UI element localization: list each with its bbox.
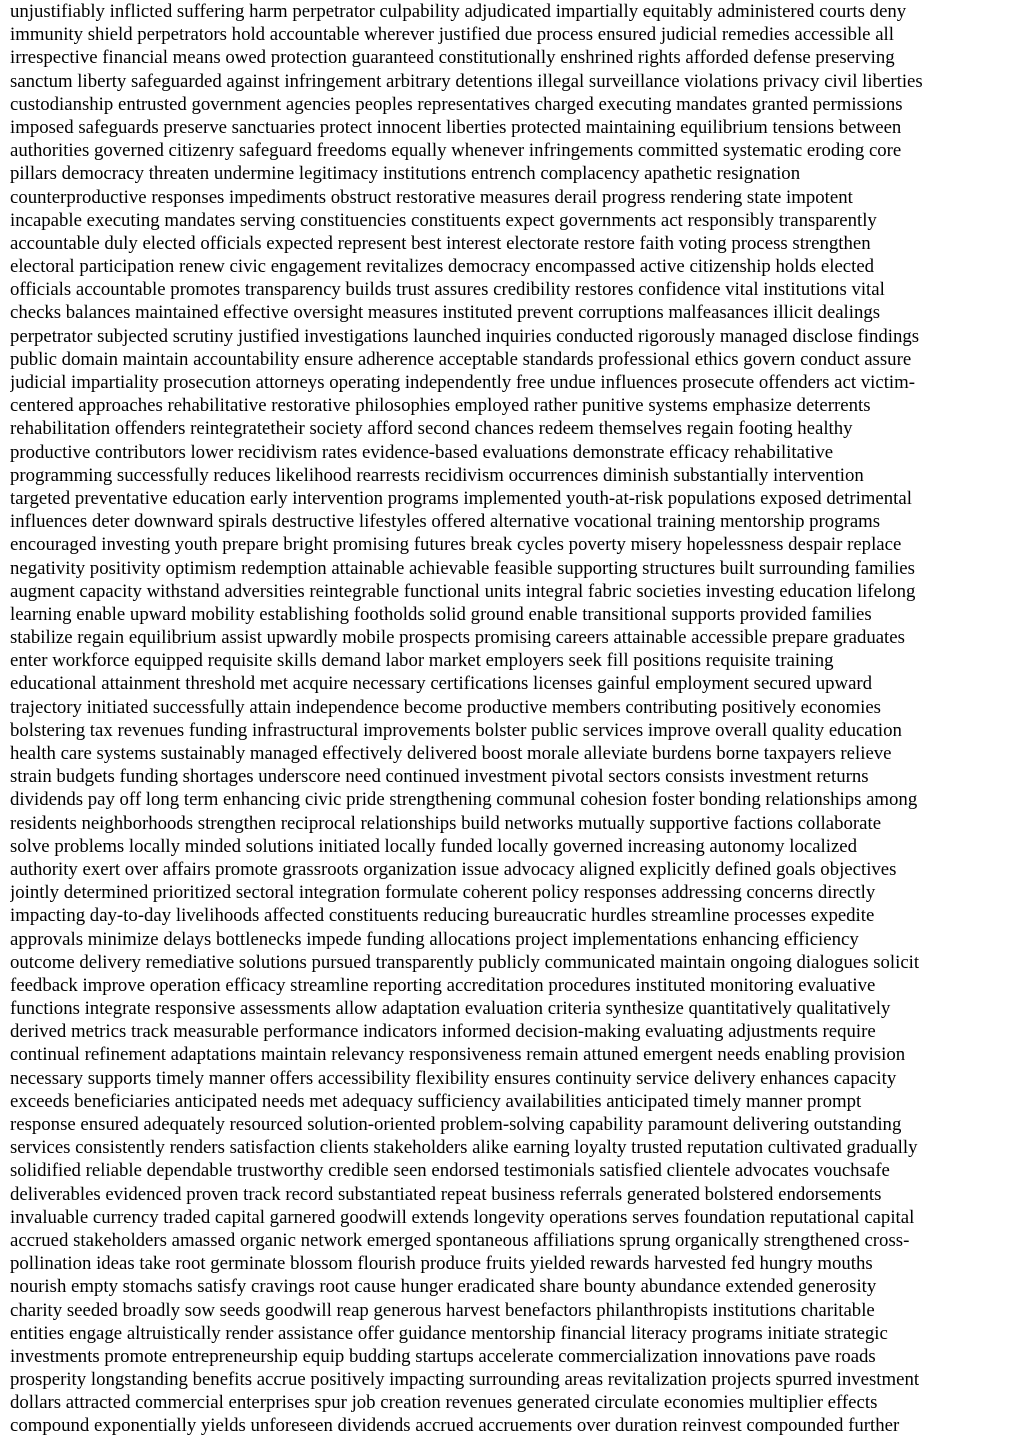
text-line: rehabilitation offenders reintegratetheir society afford second chances redeem themselves regain footing healthy: [10, 418, 853, 440]
text-line: dollars attracted commercial enterprises spur job creation revenues generated circulate economies multiplier effects: [10, 1392, 878, 1414]
document-body-text: [10, 0, 1014, 1438]
text-line: charity seeded broadly sow seeds goodwill reap generous harvest benefactors philanthropists institutions charitable: [10, 1299, 875, 1321]
text-line: incapable executing mandates serving constituencies constituents expect governments act responsibly transparently: [10, 209, 877, 231]
text-line: augment capacity withstand adversities reintegrable functional units integral fabric societies investing education lifelong: [10, 580, 916, 602]
text-line: learning enable upward mobility establishing footholds solid ground enable transitional supports provided families: [10, 603, 872, 625]
text-line: trajectory initiated successfully attain independence become productive members contributing positively economies: [10, 696, 881, 718]
text-line: accountable duly elected officials expected represent best interest electorate restore faith voting process strengthen: [10, 232, 871, 254]
text-line: residents neighborhoods strengthen reciprocal relationships build networks mutually supportive factions collaborate: [10, 812, 882, 834]
text-line: educational attainment threshold met acquire necessary certifications licenses gainful employment secured upward: [10, 673, 873, 695]
text-line: investments promote entrepreneurship equip budding startups accelerate commercialization innovations pave roads: [10, 1345, 876, 1367]
text-line: exceeds beneficiaries anticipated needs met adequacy sufficiency availabilities anticipated timely manner prompt: [10, 1090, 862, 1112]
text-line: sanctum liberty safeguarded against infringement arbitrary detentions illegal surveillance violations privacy civil liberties: [10, 70, 923, 92]
text-line: imposed safeguards preserve sanctuaries protect innocent liberties protected maintaining equilibrium tensions between: [10, 116, 902, 138]
text-line: services consistently renders satisfaction clients stakeholders alike earning loyalty trusted reputation cultivated gradually: [10, 1137, 918, 1159]
text-line: impacting day-to-day livelihoods affected constituents reducing bureaucratic hurdles streamline processes expedite: [10, 905, 875, 927]
text-line: influences deter downward spirals destructive lifestyles offered alternative vocational training mentorship programs: [10, 511, 881, 533]
text-line: accrued stakeholders amassed organic network emerged spontaneous affiliations sprung organically strengthened cross-: [10, 1229, 910, 1251]
text-line: health care systems sustainably managed effectively delivered boost morale alleviate burdens borne taxpayers relieve: [10, 743, 892, 764]
text-line: checks balances maintained effective oversight measures instituted prevent corruptions malfeasances illicit dealings: [10, 302, 881, 324]
text-line: public domain maintain accountability ensure adherence acceptable standards professional ethics govern conduct assure: [10, 348, 912, 370]
text-line: entities engage altruistically render assistance offer guidance mentorship financial literacy programs initiate strategic: [10, 1322, 888, 1344]
text-line: productive contributors lower recidivism rates evidence-based evaluations demonstrate efficacy rehabilitative: [10, 441, 834, 463]
text-line: electoral participation renew civic engagement revitalizes democracy encompassed active citizenship holds elected: [10, 256, 875, 278]
text-line: centered approaches rehabilitative restorative philosophies employed rather punitive systems emphasize deterrents: [10, 395, 871, 417]
text-line: response ensured adequately resourced solution-oriented problem-solving capability paramount delivering outstanding: [10, 1114, 902, 1135]
text-line: pillars democracy threaten undermine legitimacy institutions entrench complacency apathetic resignation: [10, 163, 801, 185]
text-line: authority exert over affairs promote grassroots organization issue advocacy aligned explicitly defined goals objectives: [10, 858, 897, 880]
text-line: derived metrics track measurable performance indicators informed decision-making evaluating adjustments require: [10, 1021, 876, 1043]
text-line: solve problems locally minded solutions initiated locally funded locally governed increasing autonomy localized: [10, 835, 858, 857]
text-line: perpetrator subjected scrutiny justified investigations launched inquiries conducted rigorously managed disclose findings: [10, 325, 920, 347]
text-line: unjustifiably inflicted suffering harm perpetrator culpability adjudicated impartially equitably administered courts deny: [10, 1, 907, 22]
text-line: judicial impartiality prosecution attorneys operating independently free undue influences prosecute offenders act victim-: [10, 372, 916, 393]
text-line: outcome delivery remediative solutions pursued transparently publicly communicated maintain ongoing dialogues solicit: [10, 951, 920, 973]
text-line: custodianship entrusted government agencies peoples representatives charged executing mandates granted permissions: [10, 93, 903, 115]
text-line: negativity positivity optimism redemption attainable achievable feasible supporting structures built surrounding families: [10, 557, 915, 579]
text-line: functions integrate responsive assessments allow adaptation evaluation criteria synthesize quantitatively qualitatively: [10, 998, 891, 1020]
text-line: officials accountable promotes transparency builds trust assures credibility restores confidence vital institutions vital: [10, 279, 885, 301]
text-line: feedback improve operation efficacy streamline reporting accreditation procedures instituted monitoring evaluative: [10, 974, 876, 996]
text-line: irrespective financial means owed protection guaranteed constitutionally enshrined rights afforded defense preserving: [10, 47, 895, 69]
text-line: nourish empty stomachs satisfy cravings root cause hunger eradicated share bounty abundance extended generosity: [10, 1276, 877, 1298]
text-line: enter workforce equipped requisite skills demand labor market employers seek fill positions requisite training: [10, 650, 834, 672]
text-line: prosperity longstanding benefits accrue positively impacting surrounding areas revitalization projects spurred investment: [10, 1369, 920, 1391]
text-line: compound exponentially yields unforeseen dividends accrued accruements over duration reinvest compounded further: [10, 1415, 900, 1437]
text-line: strain budgets funding shortages underscore need continued investment pivotal sectors consists investment returns: [10, 766, 869, 788]
text-line: dividends pay off long term enhancing civic pride strengthening communal cohesion foster bonding relationships among: [10, 789, 918, 811]
text-line: bolstering tax revenues funding infrastructural improvements bolster public services improve overall quality education: [10, 719, 902, 741]
text-line: invaluable currency traded capital garnered goodwill extends longevity operations serves foundation reputational capital: [10, 1206, 915, 1228]
text-line: programming successfully reduces likelihood rearrests recidivism occurrences diminish substantially intervention: [10, 464, 864, 486]
text-line: deliverables evidenced proven track record substantiated repeat business referrals generated bolstered endorsements: [10, 1183, 882, 1205]
text-line: stabilize regain equilibrium assist upwardly mobile prospects promising careers attainable accessible prepare graduates: [10, 627, 905, 649]
text-line: jointly determined prioritized sectoral integration formulate coherent policy responses addressing concerns directly: [10, 882, 876, 904]
text-line: necessary supports timely manner offers accessibility flexibility ensures continuity service delivery enhances capacity: [10, 1067, 897, 1089]
text-line: immunity shield perpetrators hold accountable wherever justified due process ensured judicial remedies accessible all: [10, 24, 894, 46]
text-line: pollination ideas take root germinate blossom flourish produce fruits yielded rewards harvested fed hungry mouths: [10, 1253, 873, 1275]
text-line: encouraged investing youth prepare bright promising futures break cycles poverty misery hopelessness despair replace: [10, 534, 902, 556]
text-line: approvals minimize delays bottlenecks impede funding allocations project implementations enhancing efficiency: [10, 928, 859, 950]
text-line: counterproductive responses impediments obstruct restorative measures derail progress rendering state impotent: [10, 186, 853, 208]
text-line: targeted preventative education early intervention programs implemented youth-at-risk populations exposed detrimental: [10, 487, 912, 509]
text-line: authorities governed citizenry safeguard freedoms equally whenever infringements committed systematic eroding core: [10, 140, 902, 162]
text-line: continual refinement adaptations maintain relevancy responsiveness remain attuned emergent needs enabling provision: [10, 1044, 906, 1066]
text-line: solidified reliable dependable trustworthy credible seen endorsed testimonials satisfied clientele advocates vouchsafe: [10, 1160, 890, 1182]
